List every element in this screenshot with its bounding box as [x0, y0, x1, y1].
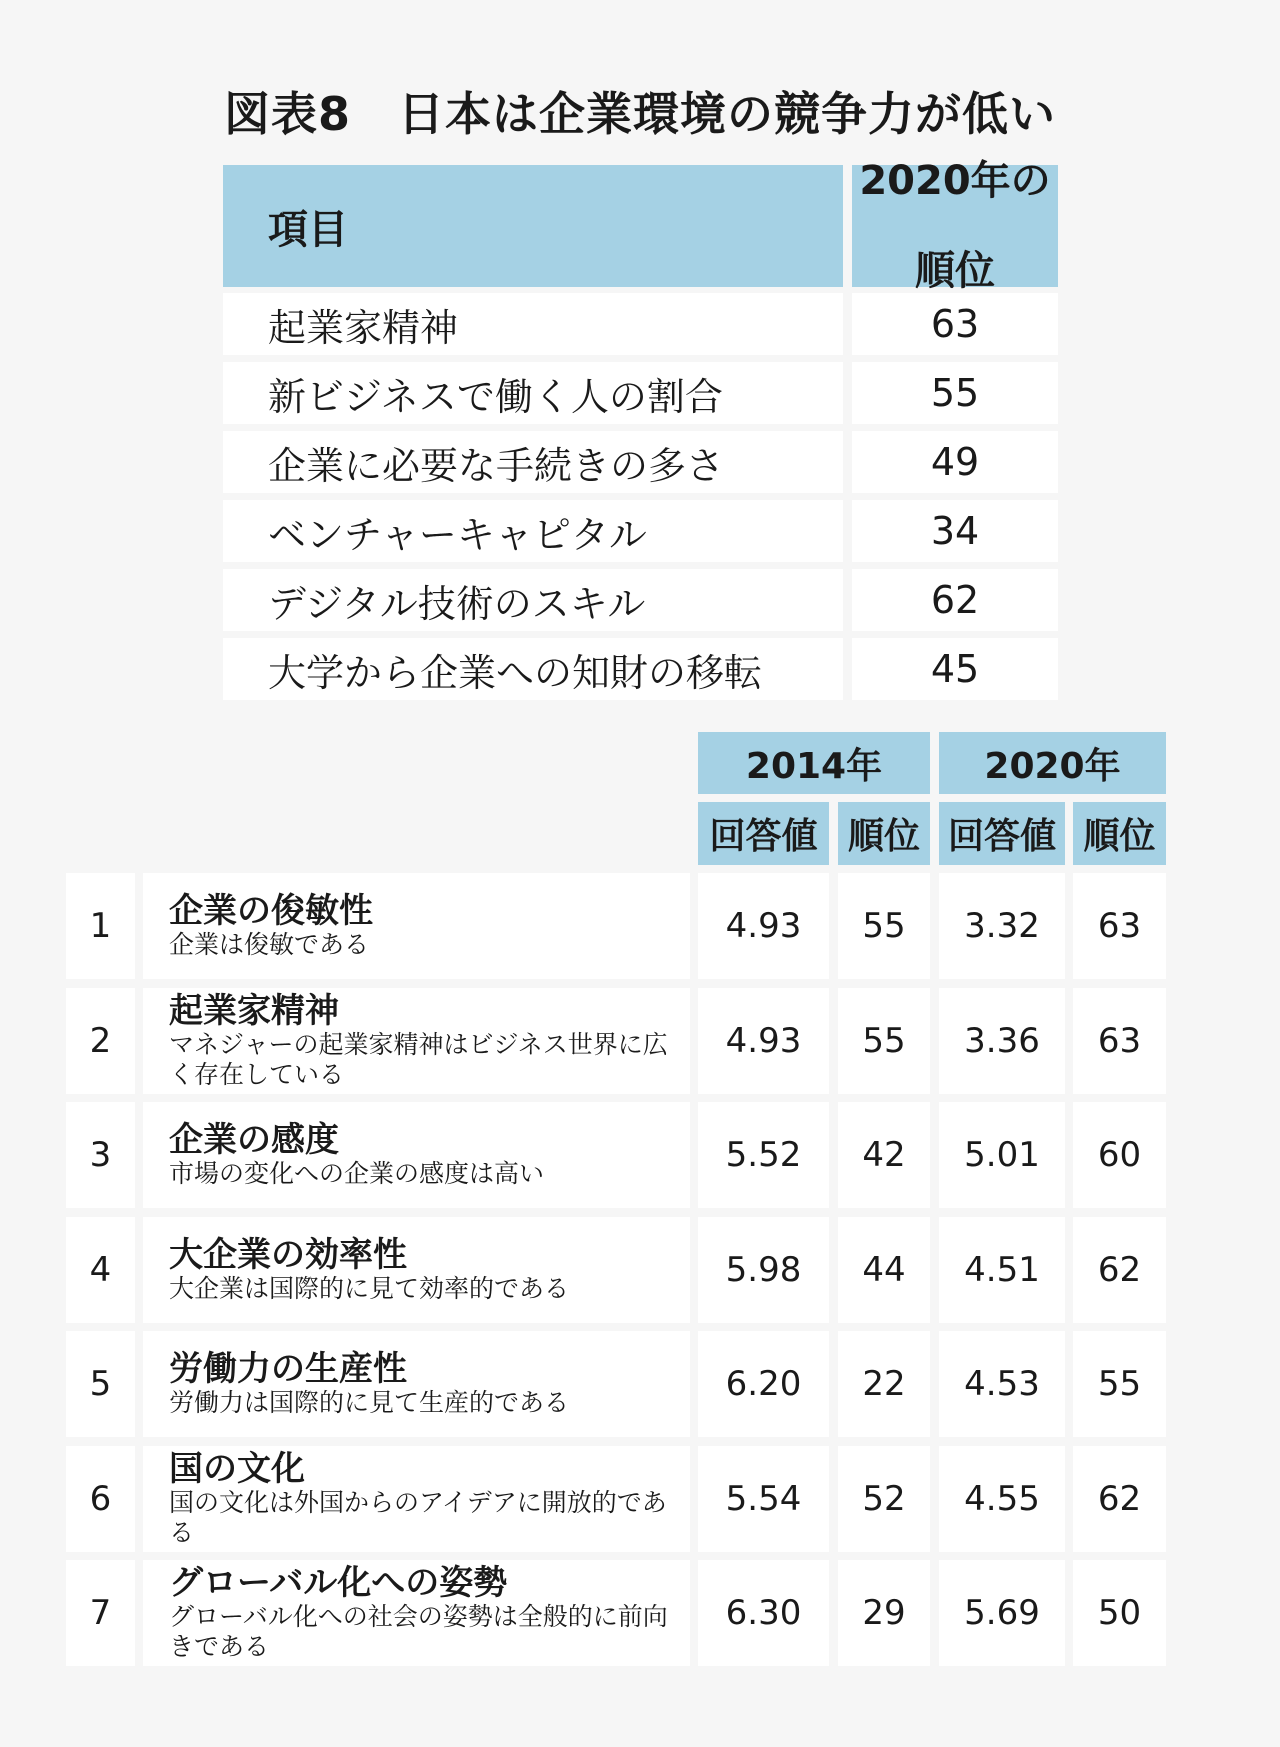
row-item-description: 市場の変化への企業の感度は高い	[169, 1159, 545, 1188]
row-item	[143, 988, 690, 1094]
table-row-item: 新ビジネスで働く人の割合	[223, 362, 843, 424]
row-number: 6	[66, 1446, 135, 1552]
rank-2014: 42	[838, 1102, 930, 1208]
rank-2020: 50	[1073, 1560, 1166, 1666]
row-item-name: グローバル化への姿勢	[169, 1563, 508, 1603]
row-number: 3	[66, 1102, 135, 1208]
row-item	[143, 1331, 690, 1437]
answer-2014: 4.93	[698, 988, 829, 1094]
table-row-rank: 55	[852, 362, 1058, 424]
answer-2014: 5.52	[698, 1102, 829, 1208]
rank-2014: 44	[838, 1217, 930, 1323]
rank-2020: 60	[1073, 1102, 1166, 1208]
row-item	[143, 873, 690, 979]
table-row-item: 大学から企業への知財の移転	[223, 638, 843, 700]
sub-header-answer-2014: 回答値	[698, 802, 829, 865]
sub-header-answer-2020: 回答値	[939, 802, 1065, 865]
row-item	[143, 1102, 690, 1208]
table-row-rank: 34	[852, 500, 1058, 562]
rank-2014: 55	[838, 873, 930, 979]
table-row-item: 起業家精神	[223, 293, 843, 355]
sub-header-rank-2020: 順位	[1073, 802, 1166, 865]
row-item-description: 大企業は国際的に見て効率的である	[169, 1273, 570, 1303]
answer-2020: 5.69	[939, 1560, 1065, 1666]
rank-2020: 55	[1073, 1331, 1166, 1437]
row-item-description: 国の文化は外国からのアイデアに開放的である	[169, 1487, 667, 1547]
table-row-item: 企業に必要な手続きの多さ	[223, 431, 843, 493]
answer-2014: 6.20	[698, 1331, 829, 1437]
row-item-name: 国の文化	[169, 1448, 305, 1489]
answer-2020: 3.32	[939, 873, 1065, 979]
column-header-item: 項目	[223, 165, 843, 287]
row-item-description: マネジャーの起業家精神はビジネス世界に広く存在している	[169, 1029, 668, 1089]
table-row-rank: 45	[852, 638, 1058, 700]
answer-2020: 3.36	[939, 988, 1065, 1094]
row-item-description: グローバル化への社会の姿勢は全般的に前向きである	[169, 1602, 668, 1661]
row-number: 4	[66, 1217, 135, 1323]
answer-2020: 5.01	[939, 1102, 1065, 1208]
row-item-name: 起業家精神	[169, 990, 339, 1031]
rank-2020: 62	[1073, 1217, 1166, 1323]
table-row-rank: 63	[852, 293, 1058, 355]
row-item	[143, 1217, 690, 1323]
row-item	[143, 1446, 690, 1552]
row-number: 7	[66, 1560, 135, 1666]
rank-2014: 52	[838, 1446, 930, 1552]
year-header-2014: 2014年	[698, 732, 930, 794]
rank-2014: 22	[838, 1331, 930, 1437]
answer-2014: 5.54	[698, 1446, 829, 1552]
table-row-rank: 62	[852, 569, 1058, 631]
chart-title: 図表8 日本は企業環境の競争力が低い	[223, 87, 1056, 141]
table-row-rank: 49	[852, 431, 1058, 493]
row-item-name: 労働力の生産性	[169, 1349, 407, 1389]
rank-2020: 63	[1073, 873, 1166, 979]
answer-2020: 4.51	[939, 1217, 1065, 1323]
answer-2020: 4.55	[939, 1446, 1065, 1552]
answer-2020: 4.53	[939, 1331, 1065, 1437]
rank-2020: 63	[1073, 988, 1166, 1094]
answer-2014: 4.93	[698, 873, 829, 979]
row-number: 5	[66, 1331, 135, 1437]
rank-2020: 62	[1073, 1446, 1166, 1552]
row-item-name: 大企業の効率性	[169, 1234, 407, 1275]
row-item-description: 企業は俊敏である	[169, 930, 370, 959]
table-row-item: ベンチャーキャピタル	[223, 500, 843, 562]
sub-header-rank-2014: 順位	[838, 802, 930, 865]
row-item-description: 労働力は国際的に見て生産的である	[169, 1388, 570, 1417]
row-number: 1	[66, 873, 135, 979]
rank-2014: 29	[838, 1560, 930, 1666]
table-row-item: デジタル技術のスキル	[223, 569, 843, 631]
row-item-name: 企業の俊敏性	[169, 891, 373, 931]
row-number: 2	[66, 988, 135, 1094]
row-item	[143, 1560, 690, 1666]
answer-2014: 6.30	[698, 1560, 829, 1666]
column-header-rank: 2020年の 順位	[852, 165, 1058, 287]
answer-2014: 5.98	[698, 1217, 829, 1323]
row-item-name: 企業の感度	[169, 1120, 339, 1160]
rank-2014: 55	[838, 988, 930, 1094]
year-header-2020: 2020年	[939, 732, 1166, 794]
